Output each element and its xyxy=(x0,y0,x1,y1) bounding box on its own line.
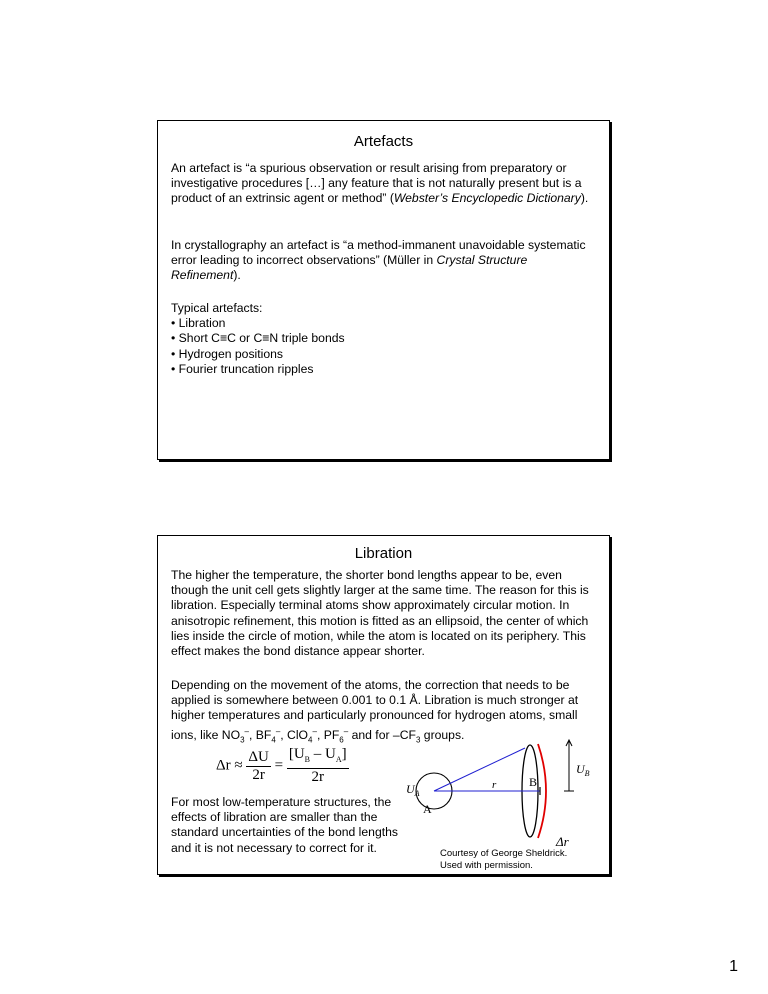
definition-tail: ). xyxy=(580,191,589,206)
crystallography-source: Crystal Structure Refinement xyxy=(171,253,528,283)
rotated-bond-line xyxy=(434,748,525,791)
crystallography-paragraph xyxy=(171,238,599,284)
definition-source: Webster’s Encyclopedic Dictionary xyxy=(393,191,581,206)
equation-lhs: Δr ≈ xyxy=(216,757,243,774)
list-item: • Fourier truncation ripples xyxy=(171,362,599,377)
list-item: • Libration xyxy=(171,316,599,331)
libration-equation: Δr ≈ $\frac{\Delta U}{2r}$ = $\frac{[U_B - U_A]}{2r}$ xyxy=(216,746,347,785)
atom-a-label: A xyxy=(423,802,432,816)
slide-title: Libration xyxy=(354,545,413,562)
crystallography-tail: ). xyxy=(233,268,241,283)
low-temperature-paragraph: For most low-temperature structures, the effects of libration are smaller than the standard uncertainties of the bond lengths and it is not necessary to correct for it. xyxy=(171,795,398,855)
list-heading: Typical artefacts: xyxy=(171,301,263,315)
atom-b-label: B xyxy=(529,775,538,789)
r-label: r xyxy=(492,779,497,791)
definition-text: An artefact is “a spurious observation or result arising from preparatory or investigative procedures […] any feature that is not naturally present but is a product of an extrinsic agent or method” ( xyxy=(171,161,582,206)
image-credit: Courtesy of George Sheldrick. Used with permission. xyxy=(440,848,568,871)
list-item: • Hydrogen positions xyxy=(171,347,599,362)
slide-artefacts xyxy=(157,120,610,460)
artefact-list-block xyxy=(171,301,599,377)
correction-text: Depending on the movement of the atoms, the correction that needs to be applied is somewhere between 0.001 to 0.1 Å. Libration is much stronger at higher temperatures and particularly pronounced for hydrogen atoms, small ions, like NO xyxy=(171,678,579,742)
artefact-list xyxy=(171,316,599,377)
ub-label: $U_B$ xyxy=(576,762,590,778)
libration-paragraph: The higher the temperature, the shorter bond lengths appear to be, even though the unit cell gets slightly larger at the same time. The reason for this is libration. Especially terminal atoms show approximately circular motion. In anisotropic refinement, this motion is fitted as an ellipsoid, the center of which lies inside the circle of motion, while the atom is located on its periphery. This effect makes the bond distance appear shorter. xyxy=(171,568,589,659)
delta-r-label: Δr xyxy=(556,834,569,849)
correction-paragraph: Depending on the movement of the atoms, the correction that needs to be applied is somewhere between 0.001 to 0.1 Å. Libration is much stronger at higher temperatures and particularly pronounced for hydrogen atoms, small ions, like $NO_3^-$, $BF_4^-$, ClO$_4$–, $PF_6^-$ and for $-CF_3$ groups. xyxy=(171,678,579,745)
slide-title: Artefacts xyxy=(353,133,414,150)
page-number: 1 xyxy=(729,958,738,975)
definition-paragraph xyxy=(171,161,599,207)
crystallography-text: In crystallography an artefact is “a method-immanent unavoidable systematic error leading to incorrect observations” (Müller in xyxy=(171,238,586,268)
ua-label: $U_A$ xyxy=(406,782,420,798)
slide-libration xyxy=(157,535,610,875)
fraction-delta-u: $\frac{\Delta U}{2r}$ xyxy=(248,748,269,783)
list-item: • Short C≡C or C≡N triple bonds xyxy=(171,331,599,346)
fraction-ub-ua: $\frac{[U_B - U_A]}{2r}$ xyxy=(288,746,347,785)
